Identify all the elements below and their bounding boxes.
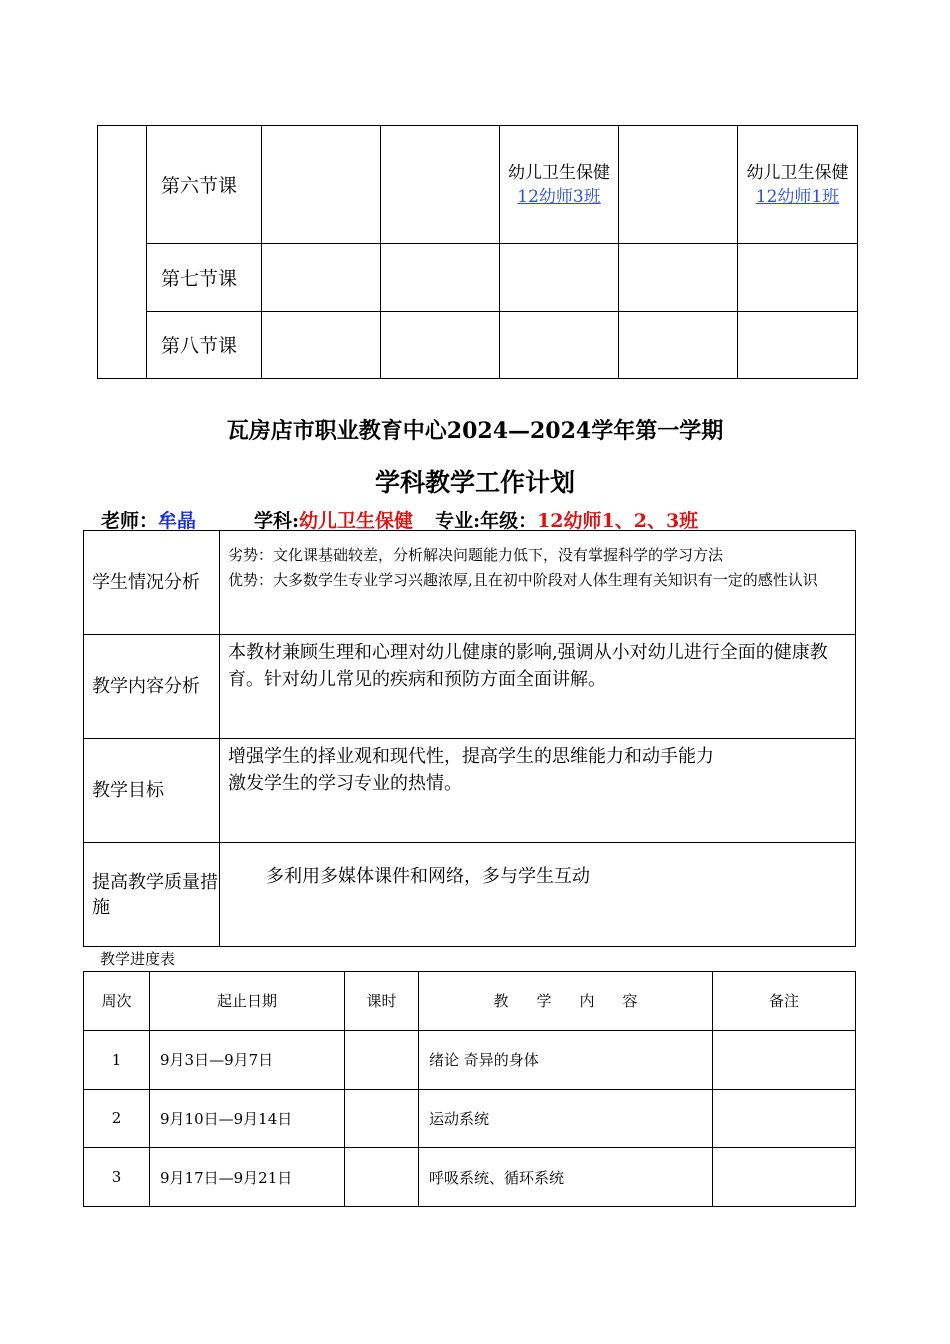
hours-cell xyxy=(345,1148,419,1207)
teacher-name: 牟晶 xyxy=(158,510,197,532)
table-row xyxy=(84,1030,856,1089)
week-cell: 3 xyxy=(84,1148,150,1207)
course-cell xyxy=(738,126,858,244)
schedule-row xyxy=(98,311,858,378)
document-title: 瓦房店市职业教育中心2024—2024学年第一学期 xyxy=(226,418,724,444)
schedule-row xyxy=(98,244,858,311)
content-analysis-cell xyxy=(220,635,856,739)
hours-cell xyxy=(345,1030,419,1089)
notes-cell xyxy=(713,1030,856,1089)
content-analysis-label: 教学内容分析 xyxy=(84,635,220,739)
header-content: 教学内容 xyxy=(419,972,713,1031)
header-week: 周次 xyxy=(84,972,150,1031)
subject-label: 学科: xyxy=(254,510,300,532)
course-name: 幼儿卫生保健 xyxy=(746,162,849,183)
grade-value: 12幼师1、2、3班 xyxy=(537,510,699,532)
course-name: 幼儿卫生保健 xyxy=(508,162,610,183)
goals-line-1: 增强学生的择业观和现代性，提高学生的思维能力和动手能力 xyxy=(228,746,714,767)
dates-cell: 9月3日—9月7日 xyxy=(150,1030,345,1089)
grade-label: 专业:年级： xyxy=(435,510,538,532)
measures-label: 提高教学质量措施 xyxy=(84,843,220,947)
table-row xyxy=(84,1148,856,1207)
content-analysis-text: 本教材兼顾生理和心理对幼儿健康的影响,强调从小对幼儿进行全面的健康教育。针对幼儿常见的疾病和预防方面全面讲解。 xyxy=(228,642,828,690)
period-label: 第八节课 xyxy=(147,311,262,378)
progress-caption: 教学进度表 xyxy=(100,950,176,968)
plan-row xyxy=(84,739,856,843)
teacher-info-line xyxy=(101,506,698,533)
week-cell: 2 xyxy=(84,1089,150,1148)
course-cell xyxy=(500,126,619,244)
class-link[interactable]: 12幼师3班 xyxy=(517,186,601,207)
table-row xyxy=(84,1089,856,1148)
measures-cell xyxy=(220,843,856,947)
weakness-text: 劣势：文化课基础较差，分析解决问题能力低下，没有掌握科学的学习方法 xyxy=(228,546,724,564)
schedule-row xyxy=(98,126,858,244)
class-link[interactable]: 12幼师1班 xyxy=(755,186,840,207)
period-label: 第七节课 xyxy=(147,244,262,311)
dates-cell: 9月17日—9月21日 xyxy=(150,1148,345,1207)
goals-label: 教学目标 xyxy=(84,739,220,843)
strength-text: 优势：大多数学生专业学习兴趣浓厚,且在初中阶段对人体生理有关知识有一定的感性认识 xyxy=(228,571,818,589)
period-label: 第六节课 xyxy=(147,126,262,244)
measures-text: 多利用多媒体课件和网络，多与学生互动 xyxy=(266,866,590,887)
plan-table xyxy=(83,530,856,947)
document-subtitle: 学科教学工作计划 xyxy=(374,468,575,497)
hours-cell xyxy=(345,1089,419,1148)
header-hours: 课时 xyxy=(345,972,419,1031)
plan-row xyxy=(84,635,856,739)
student-analysis-label: 学生情况分析 xyxy=(84,531,220,635)
notes-cell xyxy=(713,1148,856,1207)
schedule-table xyxy=(97,125,858,379)
progress-header-row xyxy=(84,972,856,1031)
week-cell: 1 xyxy=(84,1030,150,1089)
goals-line-2: 激发学生的学习专业的热情。 xyxy=(228,773,462,794)
plan-row xyxy=(84,843,856,947)
content-cell: 运动系统 xyxy=(419,1089,713,1148)
header-notes: 备注 xyxy=(713,972,856,1031)
teacher-label: 老师： xyxy=(101,510,159,532)
schedule-day-cell xyxy=(98,126,147,379)
student-analysis-text xyxy=(220,531,856,635)
content-cell: 呼吸系统、循环系统 xyxy=(419,1148,713,1207)
content-cell: 绪论 奇异的身体 xyxy=(419,1030,713,1089)
notes-cell xyxy=(713,1089,856,1148)
header-dates: 起止日期 xyxy=(150,972,345,1031)
plan-row xyxy=(84,531,856,635)
progress-table xyxy=(83,971,856,1207)
goals-cell xyxy=(220,739,856,843)
subject-name: 幼儿卫生保健 xyxy=(299,510,414,532)
dates-cell: 9月10日—9月14日 xyxy=(150,1089,345,1148)
